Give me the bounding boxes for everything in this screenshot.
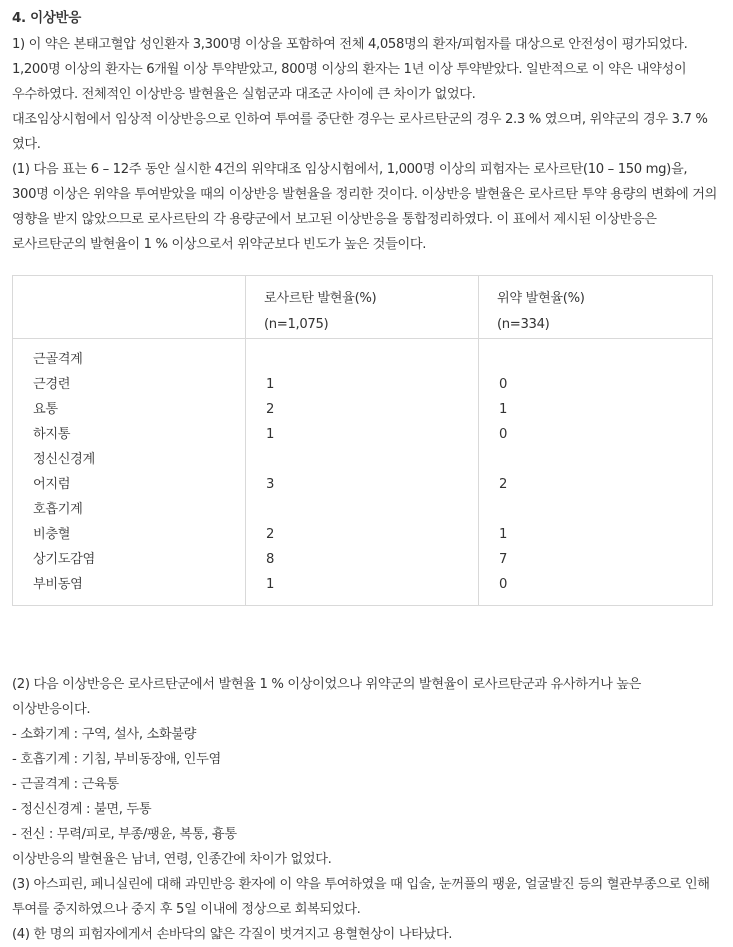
placebo-value: 0 [499,577,508,592]
after-paragraph-4: (4) 한 명의 피험자에게서 손바닥의 얇은 각질이 벗겨지고 용혈현상이 나타났다. [12,927,453,942]
losartan-value: 2 [266,527,275,542]
losartan-column [246,339,479,606]
placebo-value: 7 [499,552,508,567]
row-label: 비충혈 [33,527,71,542]
row-label: 어지럼 [33,477,71,492]
row-label: 하지통 [33,427,71,442]
placebo-value: 1 [499,402,508,417]
spacer [12,606,721,672]
header-losartan [246,276,479,339]
row-label: 호흡기계 [33,502,83,517]
list-item: - 전신 : 무력/피로, 부종/팽윤, 복통, 흉통 [12,827,237,842]
incidence-note: 이상반응의 발현율은 남녀, 연령, 인종간에 차이가 없었다. [12,852,332,867]
adverse-event-table [12,275,713,606]
header-empty-cell [13,276,246,339]
intro-paragraph-2: 대조임상시험에서 임상적 이상반응으로 인하여 투여를 중단한 경우는 로사르탄군의 경우 2.3 % 였으며, 위약군의 경우 3.7 % 였다. [12,112,708,152]
placebo-value [499,497,712,522]
after-paragraph-2: (2) 다음 이상반응은 로사르탄군에서 발현율 1 % 이상이었으나 위약군의 발현율이 로사르탄군과 유사하거나 높은 이상반응이다. [12,677,642,717]
intro-paragraph-1: 1) 이 약은 본태고혈압 성인환자 3,300명 이상을 포함하여 전체 4,058명의 환자/피험자를 대상으로 안전성이 평가되었다. 1,200명 이상의 환자는 6개월 이상 투약받았고, 800명 이상의 환자는 1년 이상 투약받았다. 일반적으로 이 약은 내약성이 우수하였다. 전체적인 이상반응 발현율은 실험군과 대조군 사이에 큰 차이가 없었다. [12,37,688,102]
placebo-value: 0 [499,377,508,392]
placebo-value [499,447,712,472]
losartan-value: 8 [266,552,275,567]
losartan-value [266,447,478,472]
placebo-value: 1 [499,527,508,542]
row-label: 부비동염 [33,577,83,592]
placebo-value [499,347,712,372]
row-label: 요통 [33,402,58,417]
header-placebo [479,276,713,339]
losartan-value: 1 [266,427,275,442]
placebo-value: 2 [499,477,508,492]
losartan-value: 1 [266,377,275,392]
losartan-value: 2 [266,402,275,417]
row-label: 정신신경계 [33,452,95,467]
label-column [13,339,246,606]
losartan-value: 1 [266,577,275,592]
row-label: 상기도감염 [33,552,95,567]
row-label: 근경련 [33,377,71,392]
intro-paragraph-3: (1) 다음 표는 6 – 12주 동안 실시한 4건의 위약대조 임상시험에서, 1,000명 이상의 피험자는 로사르탄(10 – 150 mg)을, 300명 이상은 위약을 투여받았을 때의 이상반응 발현율을 정리한 것이다. 이상반응 발현율은 로사르탄 투약 용량의 변화에 거의 영향을 받지 않았으므로 로사르탄의 각 용량군에서 보고된 이상반응을 통합정리하였다. 이 표에서 제시된 이상반응은 로사르탄군의 발현율이 1 % 이상으로서 위약군보다 빈도가 높은 것들이다. [12,162,718,252]
section-title: 4. 이상반응 [12,10,81,26]
list-item: - 소화기계 : 구역, 설사, 소화불량 [12,727,197,742]
header-placebo-label: 위약 발현율(%) [497,291,585,306]
header-losartan-n: (n=1,075) [264,317,329,332]
placebo-column [479,339,713,606]
list-item: - 호흡기계 : 기침, 부비동장애, 인두염 [12,752,221,767]
losartan-value: 3 [266,477,275,492]
list-item: - 근골격계 : 근육통 [12,777,119,792]
table-body-row [13,339,713,606]
header-placebo-n: (n=334) [497,317,550,332]
after-paragraph-3: (3) 아스피린, 페니실린에 대해 과민반응 환자에 이 약을 투여하였을 때 입술, 눈꺼풀의 팽윤, 얼굴발진 등의 혈관부종으로 인해 투여를 중지하였으나 중지 후 5일 이내에 정상으로 회복되었다. [12,877,710,917]
header-losartan-label: 로사르탄 발현율(%) [264,291,377,306]
table-header-row [13,276,713,339]
row-label: 근골격계 [33,352,83,367]
list-item: - 정신신경계 : 불면, 두통 [12,802,152,817]
placebo-value: 0 [499,427,508,442]
losartan-value [266,347,478,372]
losartan-value [266,497,478,522]
